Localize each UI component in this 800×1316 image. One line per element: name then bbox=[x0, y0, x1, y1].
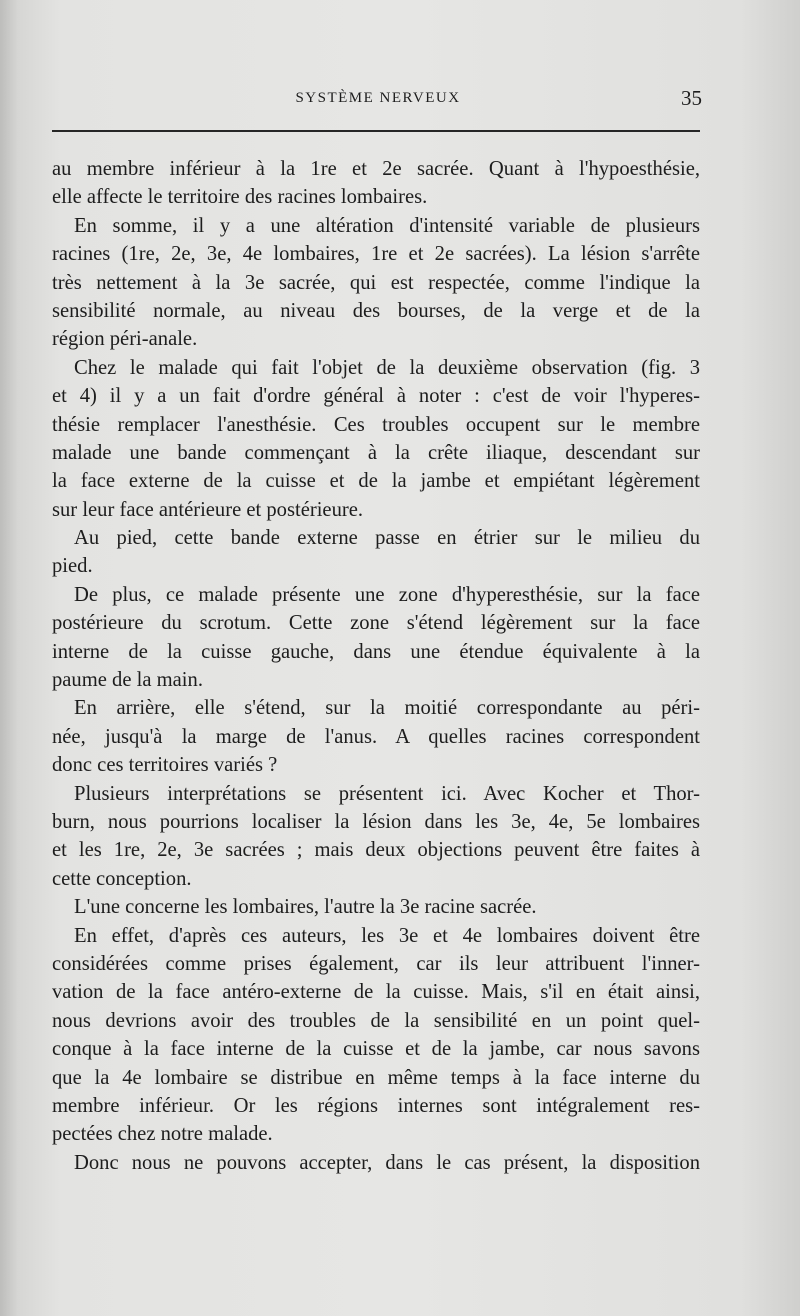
text-line: membre inférieur. Or les régions internes sont intégralement res- bbox=[52, 1094, 700, 1117]
text-line: racines (1re, 2e, 3e, 4e lombaires, 1re et 2e sacrées). La lésion s'arrête bbox=[52, 243, 700, 266]
text-line: conque à la face interne de la cuisse et de la jambe, car nous savons bbox=[52, 1038, 700, 1061]
text-line: Plusieurs interprétations se présentent ici. Avec Kocher et Thor- bbox=[74, 782, 700, 805]
text-line: Au pied, cette bande externe passe en étrier sur le milieu du bbox=[74, 527, 700, 550]
body-text bbox=[52, 155, 700, 1177]
text-line: pied. bbox=[52, 555, 93, 578]
text-line: et 4) il y a un fait d'ordre général à noter : c'est de voir l'hyperes- bbox=[52, 385, 700, 408]
text-line: que la 4e lombaire se distribue en même temps à la face interne du bbox=[52, 1066, 700, 1089]
text-line: malade une bande commençant à la crête iliaque, descendant sur bbox=[52, 441, 700, 464]
page-header bbox=[52, 88, 704, 118]
text-line: Chez le malade qui fait l'objet de la deuxième observation (fig. 3 bbox=[74, 356, 700, 379]
text-line: postérieure du scrotum. Cette zone s'étend légèrement sur la face bbox=[52, 612, 700, 635]
text-line: thésie remplacer l'anesthésie. Ces troubles occupent sur le membre bbox=[52, 413, 700, 436]
text-line: elle affecte le territoire des racines lombaires. bbox=[52, 186, 428, 209]
running-title: SYSTÈME NERVEUX bbox=[295, 90, 461, 106]
text-line: vation de la face antéro-externe de la cuisse. Mais, s'il en était ainsi, bbox=[52, 981, 700, 1004]
text-line: nous devrions avoir des troubles de la sensibilité en un point quel- bbox=[52, 1009, 700, 1032]
text-line: En effet, d'après ces auteurs, les 3e et 4e lombaires doivent être bbox=[74, 924, 700, 947]
text-line: région péri-anale. bbox=[52, 328, 198, 351]
text-line: pectées chez notre malade. bbox=[52, 1123, 273, 1146]
text-line: En somme, il y a une altération d'intensité variable de plusieurs bbox=[74, 214, 700, 237]
text-line: De plus, ce malade présente une zone d'hyperesthésie, sur la face bbox=[74, 583, 700, 606]
text-line: et les 1re, 2e, 3e sacrées ; mais deux objections peuvent être faites à bbox=[52, 839, 700, 862]
text-line: paume de la main. bbox=[52, 669, 203, 692]
text-line: En arrière, elle s'étend, sur la moitié correspondante au péri- bbox=[74, 697, 700, 720]
text-line: sur leur face antérieure et postérieure. bbox=[52, 498, 364, 521]
text-line: interne de la cuisse gauche, dans une étendue équivalente à la bbox=[52, 640, 700, 663]
text-line: au membre inférieur à la 1re et 2e sacrée. Quant à l'hypoesthésie, bbox=[52, 158, 700, 180]
text-line: cette conception. bbox=[52, 867, 192, 890]
text-line: sensibilité normale, au niveau des bourses, de la verge et de la bbox=[52, 299, 700, 322]
header-rule bbox=[52, 130, 700, 132]
text-line: Donc nous ne pouvons accepter, dans le cas présent, la disposition bbox=[74, 1151, 700, 1174]
text-line: née, jusqu'à la marge de l'anus. A quelles racines correspondent bbox=[52, 725, 700, 748]
text-line: L'une concerne les lombaires, l'autre la 3e racine sacrée. bbox=[74, 896, 537, 919]
text-line: très nettement à la 3e sacrée, qui est respectée, comme l'indique la bbox=[52, 271, 700, 294]
text-line: considérées comme prises également, car ils leur attribuent l'inner- bbox=[52, 952, 700, 975]
page-number: 35 bbox=[681, 86, 702, 110]
text-line: la face externe de la cuisse et de la jambe et empiétant légèrement bbox=[52, 470, 700, 493]
text-line: donc ces territoires variés ? bbox=[52, 754, 278, 777]
text-line: burn, nous pourrions localiser la lésion dans les 3e, 4e, 5e lombaires bbox=[52, 810, 700, 833]
